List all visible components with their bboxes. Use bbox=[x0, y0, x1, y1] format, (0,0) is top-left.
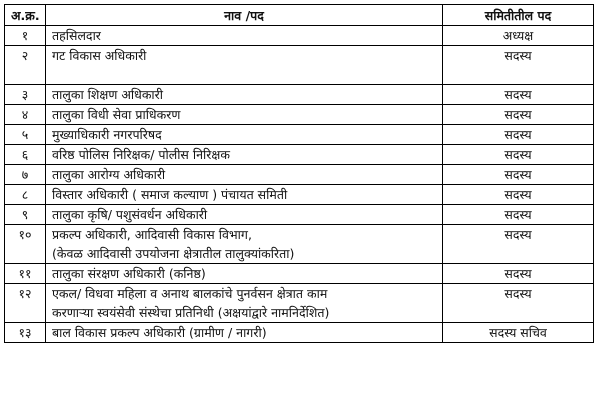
row-name-post bbox=[46, 323, 443, 343]
row-serial-number: १ bbox=[5, 26, 46, 46]
name-line: विस्तार अधिकारी ( समाज कल्याण ) पंचायत समिती bbox=[52, 187, 288, 202]
name-line: तालुका संरक्षण अधिकारी (कनिष्ठ) bbox=[52, 266, 206, 281]
row-serial-number: ३ bbox=[5, 85, 46, 105]
name-line: तालुका कृषि/ पशुसंवर्धन अधिकारी bbox=[52, 207, 208, 222]
row-committee-role: सदस्य bbox=[443, 46, 594, 85]
table-header-row bbox=[5, 5, 594, 26]
name-line: प्रकल्प अधिकारी, आदिवासी विकास विभाग, bbox=[52, 227, 252, 242]
row-committee-role: सदस्य bbox=[443, 165, 594, 185]
row-name-post bbox=[46, 125, 443, 145]
row-serial-number: ५ bbox=[5, 125, 46, 145]
row-committee-role: सदस्य bbox=[443, 205, 594, 225]
row-name-post bbox=[46, 284, 443, 323]
name-line: एकल/ विधवा महिला व अनाथ बालकांचे पुनर्वसन क्षेत्रात काम bbox=[52, 286, 328, 301]
committee-table bbox=[4, 4, 594, 343]
row-serial-number: ९ bbox=[5, 205, 46, 225]
row-serial-number: २ bbox=[5, 46, 46, 85]
row-name-post bbox=[46, 225, 443, 264]
name-line: तालुका शिक्षण अधिकारी bbox=[52, 87, 164, 102]
name-line: तालुका आरोग्य अधिकारी bbox=[52, 167, 166, 182]
name-line: तालुका विधी सेवा प्राधिकरण bbox=[52, 107, 181, 122]
table-row bbox=[5, 46, 594, 85]
row-committee-role: अध्यक्ष bbox=[443, 26, 594, 46]
table-row bbox=[5, 26, 594, 46]
row-serial-number: ११ bbox=[5, 264, 46, 284]
name-line: वरिष्ठ पोलिस निरिक्षक/ पोलीस निरिक्षक bbox=[52, 147, 230, 162]
row-committee-role: सदस्य bbox=[443, 145, 594, 165]
table-row bbox=[5, 125, 594, 145]
row-committee-role: सदस्य bbox=[443, 105, 594, 125]
name-line: करणाऱ्या स्वयंसेवी संस्थेचा प्रतिनिधी (अक्षयांद्वारे नामनिर्देशित) bbox=[52, 305, 330, 320]
table-row bbox=[5, 225, 594, 264]
row-name-post bbox=[46, 165, 443, 185]
row-serial-number: ७ bbox=[5, 165, 46, 185]
row-committee-role: सदस्य bbox=[443, 185, 594, 205]
row-name-post bbox=[46, 185, 443, 205]
table-row bbox=[5, 165, 594, 185]
name-line: गट विकास अधिकारी bbox=[52, 48, 147, 63]
row-serial-number: ४ bbox=[5, 105, 46, 125]
row-committee-role: सदस्य bbox=[443, 225, 594, 264]
name-line: (केवळ आदिवासी उपयोजना क्षेत्रातील तालुक्यांकरिता) bbox=[52, 246, 295, 261]
row-committee-role: सदस्य bbox=[443, 125, 594, 145]
table-row bbox=[5, 85, 594, 105]
row-name-post bbox=[46, 105, 443, 125]
table-row bbox=[5, 105, 594, 125]
table-row bbox=[5, 264, 594, 284]
table-row bbox=[5, 284, 594, 323]
table-body bbox=[5, 26, 594, 343]
row-committee-role: सदस्य bbox=[443, 284, 594, 323]
row-name-post bbox=[46, 46, 443, 85]
row-serial-number: ६ bbox=[5, 145, 46, 165]
header-committee-role: समितीतील पद bbox=[443, 5, 594, 26]
row-serial-number: १० bbox=[5, 225, 46, 264]
row-name-post bbox=[46, 145, 443, 165]
name-line: तहसिलदार bbox=[52, 28, 101, 43]
header-name-post: नाव /पद bbox=[46, 5, 443, 26]
row-name-post bbox=[46, 85, 443, 105]
row-name-post bbox=[46, 264, 443, 284]
table-row bbox=[5, 205, 594, 225]
row-name-post bbox=[46, 26, 443, 46]
table-row bbox=[5, 323, 594, 343]
row-serial-number: ८ bbox=[5, 185, 46, 205]
table-row bbox=[5, 145, 594, 165]
header-serial-number: अ.क्र. bbox=[5, 5, 46, 26]
row-name-post bbox=[46, 205, 443, 225]
row-serial-number: १३ bbox=[5, 323, 46, 343]
name-line: बाल विकास प्रकल्प अधिकारी (ग्रामीण / नागरी) bbox=[52, 325, 267, 340]
table-row bbox=[5, 185, 594, 205]
row-committee-role: सदस्य bbox=[443, 264, 594, 284]
row-serial-number: १२ bbox=[5, 284, 46, 323]
name-line: मुख्याधिकारी नगरपरिषद bbox=[52, 127, 162, 142]
row-committee-role: सदस्य bbox=[443, 85, 594, 105]
row-committee-role: सदस्य सचिव bbox=[443, 323, 594, 343]
name-line bbox=[52, 65, 436, 84]
